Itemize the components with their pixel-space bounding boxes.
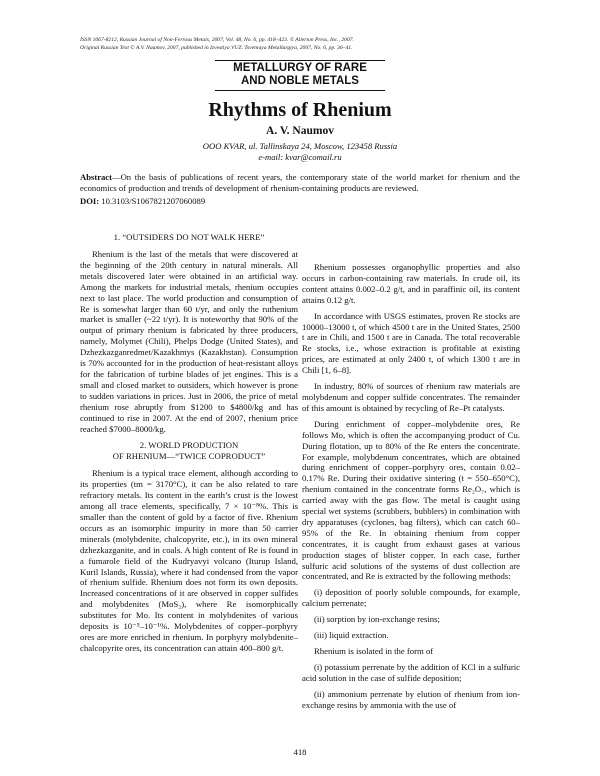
right-column [302,262,520,716]
doi-value: 10.3103/S1067821207060089 [101,196,206,206]
list-item: (iii) liquid extraction. [314,630,389,641]
affiliation-address: OOO KVAR, ul. Tallinskaya 24, Moscow, 123458 Russia [202,141,398,151]
section-title-line1: METALLURGY OF RARE [233,62,367,74]
paragraph: In accordance with USGS estimates, proven Re stocks are 10000–13000 t, of which 4500 t are in the United States, 2500 t are in Chili, and 1500 t are in Canada. The total recoverable Re stocks, i.e., whose extraction is profitable at existing prices, are estimated at only 2400 t, of which 1300 t are in Chili [1, 6–8]. [302,310,520,376]
section-2-heading [80,440,298,462]
section-1-heading: 1. “OUTSIDERS DO NOT WALK HERE” [113,232,265,242]
section-rule-top [215,60,385,61]
journal-header [80,36,520,52]
article-title: Rhythms of Rhenium [208,99,392,121]
section-rule-bottom [215,90,385,91]
journal-header-line1: ISSN 1067-8212, Russian Journal of Non-Ferrous Metals, 2007, Vol. 48, No. 6, pp. 418–423. © Allerton Press, Inc., 2007. [80,37,354,43]
abstract-label: Abstract [80,172,112,182]
author-affiliation [0,141,600,163]
paragraph: Rhenium is isolated in the form of [314,646,434,656]
journal-header-line2: Original Russian Text © A.V. Naumov, 2007, published in Izvestiya VUZ. Tsvetnaya Metallurgiya, 2007, No. 6, pp. 36–41. [80,45,353,51]
paragraph: Rhenium is the last of the metals that were discovered at the beginning of the 20th century in natural minerals. All metals discovered later were obtained in an artificial way. Among the markets for industrial metals, rhenium occupies next to last place. The world production and consumption of Re is somewhat larger than 60 t/yr, and only the ruthenium market is smaller (~22 t/yr). It is noteworthy that 90% of the output of primary rhenium is fabricated by three producers, namely, Molymet (Chili), Phelps Dodge (United States), and Dzhezkazganredmet/Kazakhmys (Kazakhstan). Consumption is 70% accounted for in the production of heat-resistant alloys for the fabrication of turbine blades of jet engines. This is a small and closed market to outsiders, which however is prone to sudden variations in prices. Just in 2006, the price of metal rhenium rose abruptly from $1200 to $4800/kg and has continued to rise in 2007. At the end of 2007, rhenium price reached $7000–8000/kg. [80,249,298,434]
article-author: A. V. Naumov [266,125,334,137]
left-column [80,226,298,659]
doi-line [80,196,205,206]
paragraph: Rhenium possesses organophyllic properties and also occurs in carbon-containing raw materials. In crude oil, its content attains 0.002–0.2 g/t, and in paraffinic oil, its content attains 0.12 g/t. [302,262,520,305]
page-number: 418 [293,747,307,757]
affiliation-email: e-mail: kvar@comail.ru [258,152,342,162]
list-item: (i) deposition of poorly soluble compounds, for example, calcium perrenate; [302,587,520,609]
section-title-line2: AND NOBLE METALS [241,75,359,87]
section-2-heading-line1: 2. WORLD PRODUCTION [139,440,239,451]
doi-label: DOI: [80,196,100,206]
paragraph: During enrichment of copper–molybdenite ores, Re follows Mo, which is often the accompanying product of Cu. During flotation, up to 80% of the Re enters the concentrate. For example, molybdenum concentrates, which are obtained during enrichment of copper–porphyry ores, contain 0.02–0.17% Re. During their oxidative sintering (t = 550–650°C), rhenium contained in the concentrate forms Re₂O₇, which is carried away with the gas flow. The metal is caught using special wet systems (scrubbers, bubblers) in combination with dry apparatuses (cyclones, bag filters), which can catch 60–95% of the Re. In obtaining rhenium from copper concentrates, it is caught from exhaust gases at various production stages of blister copper. In each case, further sulfuric acid solutions of the systems of dust collection are concentrated, and Re is extracted by the following methods: [302,418,520,582]
list-item: (ii) sorption by ion-exchange resins; [314,614,440,625]
paragraph: Rhenium is a typical trace element, although according to its properties (tm = 3170°C), it can be also related to rare refractory metals. Its content in the earth’s crust is the lowest among all trace elements, specifically, 7 × 10⁻⁸%. This is smaller than the content of gold by a factor of five. Rhenium occurs as an isomorphic impurity in more than 50 carrier minerals (molybdenite, chalcopyrite, etc.), in its own mineral dzhezkazganite, and in coals. A high content of Re is found in a fumarole field of the Kudryavyi volcano (Iturup Island, Kuril Islands, Russia), where it had condensed from the vapor of rhenium sulfide. Rhenium does not form its own deposits. Increased concentrations of it are observed in copper sulfides and molybdenites (MoS₂), where Re isomorphically substitutes for Mo. Its content in molybdenites of various deposits is 10⁻⁵–10⁻¹%. Molybdenites of copper–porphyry ores are more enriched in rhenium. In porphyry molybdenite–chalcopyrite ores, its concentration can attain 400–800 g/t. [80,468,298,653]
paragraph: In industry, 80% of sources of rhenium raw materials are molybdenum and copper sulfide concentrates. The remainder of this amount is obtained by recycling of Re–Pt catalysts. [302,381,520,413]
abstract-text: —On the basis of publications of recent years, the contemporary state of the world market for rhenium and the economics of production and trends of development of rhenium-containing products are reviewed. [80,172,520,193]
list-item: (ii) ammonium perrenate by elution of rhenium from ion-exchange resins by ammonia with the use of [302,688,520,710]
section-2-heading-line2: OF RHENIUM—“TWICE COPRODUCT” [112,451,266,462]
list-item: (i) potassium perrenate by the addition of KCl in a sulfuric acid solution in the case of sulfide deposition; [302,661,520,683]
abstract [80,172,520,194]
